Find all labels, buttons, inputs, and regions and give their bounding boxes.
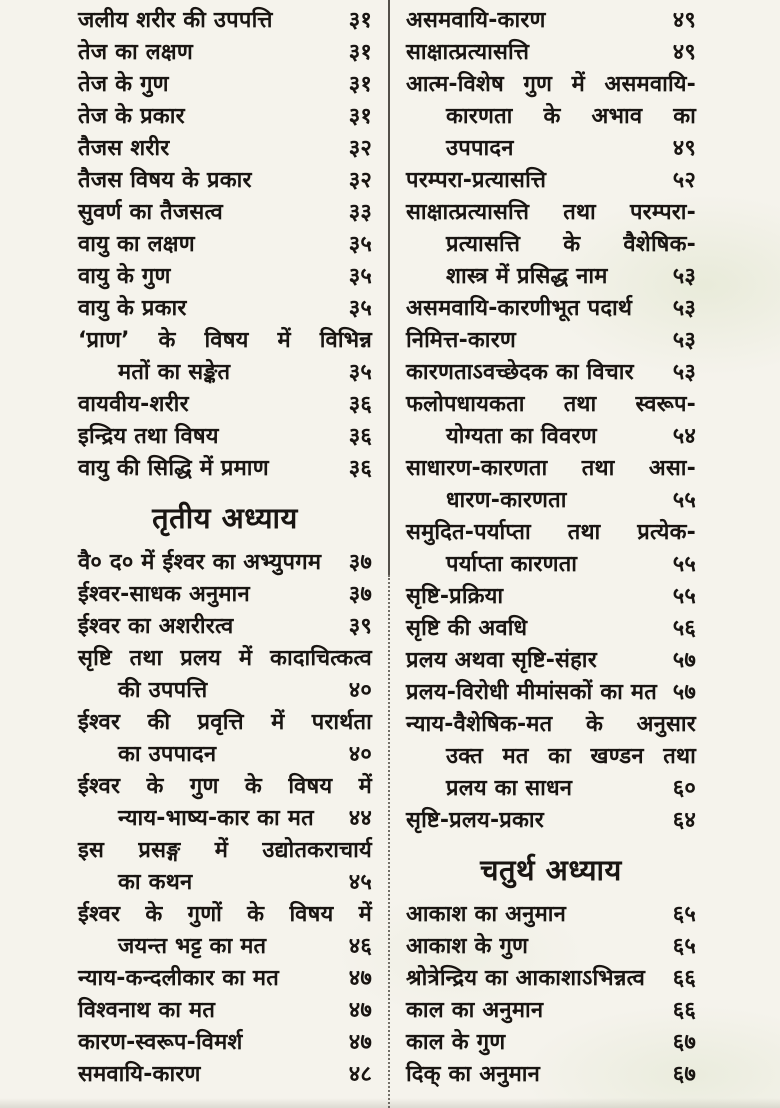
- entry-line: [78, 771, 372, 803]
- entry-line: [78, 325, 372, 357]
- entry-line: [406, 773, 696, 805]
- entry-page-number: ४७: [348, 1030, 372, 1055]
- entry-line: [406, 293, 696, 325]
- toc-entry: [78, 5, 372, 37]
- entry-line: [78, 675, 372, 707]
- entry-title: साक्षात्प्रत्यासत्ति: [406, 40, 530, 65]
- entry-line: [406, 101, 696, 133]
- entry-page-number: ३५: [348, 264, 372, 289]
- entry-line: [406, 389, 696, 421]
- entry-title: कारणता के अभाव का: [446, 104, 696, 129]
- entry-page-number: ६७: [672, 1062, 696, 1087]
- entry-title: वायवीय-शरीर: [78, 392, 189, 417]
- toc-entry: [78, 1059, 372, 1091]
- entry-title: इस प्रसङ्ग में उद्योतकराचार्य: [78, 838, 372, 863]
- entry-page-number: ४०: [348, 678, 372, 703]
- toc-entry: [406, 581, 696, 613]
- entry-line: [406, 963, 696, 995]
- entry-line: [78, 453, 372, 485]
- toc-entry: [406, 325, 696, 357]
- entry-title: तेज के गुण: [78, 72, 169, 97]
- toc-entry: [78, 453, 372, 485]
- entry-title: का उपपादन: [118, 742, 217, 767]
- entry-title: उपपादन: [446, 136, 514, 161]
- entry-title: योग्यता का विवरण: [446, 424, 597, 449]
- toc-entry: [78, 963, 372, 995]
- entry-title: दिक् का अनुमान: [406, 1062, 541, 1087]
- toc-entry: [406, 995, 696, 1027]
- toc-entry: [406, 1059, 696, 1091]
- entry-title: धारण-कारणता: [446, 488, 567, 513]
- entry-title: सृष्टि की अवधि: [406, 616, 528, 641]
- entry-title: उक्त मत का खण्डन तथा: [446, 744, 696, 769]
- entry-page-number: ३६: [348, 392, 372, 417]
- entry-title: तेज का लक्षण: [78, 40, 193, 65]
- entry-page-number: ६६: [672, 998, 696, 1023]
- toc-entry: [406, 37, 696, 69]
- entry-title: तैजस विषय के प्रकार: [78, 168, 252, 193]
- entry-line: [406, 37, 696, 69]
- entry-line: [406, 69, 696, 101]
- entry-page-number: ४५: [348, 870, 372, 895]
- toc-entry: [78, 197, 372, 229]
- entry-line: [78, 1027, 372, 1059]
- entry-line: [78, 835, 372, 867]
- toc-entry: [78, 579, 372, 611]
- toc-entry: [406, 613, 696, 645]
- toc-entry: [406, 645, 696, 677]
- entry-title: वायु के गुण: [78, 264, 171, 289]
- entry-title: प्रलय-विरोधी मीमांसकों का मत: [406, 680, 658, 705]
- entry-title: ईश्वर की प्रवृत्ति में परार्थता: [78, 710, 372, 735]
- entry-page-number: ४९: [672, 8, 696, 33]
- toc-entry: [78, 899, 372, 963]
- entry-line: [406, 325, 696, 357]
- entry-title: न्याय-वैशेषिक-मत के अनुसार: [406, 712, 696, 737]
- entry-line: [78, 229, 372, 261]
- toc-entry: [78, 69, 372, 101]
- entry-line: [78, 421, 372, 453]
- toc-entry: [406, 805, 696, 837]
- toc-column-right: [392, 0, 780, 1108]
- entry-page-number: ५३: [672, 360, 696, 385]
- toc-entry: [406, 389, 696, 453]
- toc-entry: [406, 677, 696, 709]
- entry-line: [406, 613, 696, 645]
- toc-entry: [406, 1027, 696, 1059]
- chapter-heading: चतुर्थ अध्याय: [480, 853, 622, 887]
- entry-title: समुदित-पर्याप्ता तथा प्रत्येक-: [406, 520, 696, 545]
- entry-line: [406, 549, 696, 581]
- entry-page-number: ४०: [348, 742, 372, 767]
- entry-page-number: ६४: [672, 808, 696, 833]
- entry-title: फलोपधायकता तथा स्वरूप-: [406, 392, 696, 417]
- entry-title: काल के गुण: [406, 1030, 506, 1055]
- entry-title: वायु की सिद्धि में प्रमाण: [78, 456, 269, 481]
- entry-page-number: ३७: [348, 550, 372, 575]
- toc-entry: [78, 547, 372, 579]
- entry-page-number: ५७: [672, 648, 696, 673]
- entry-line: [78, 261, 372, 293]
- entry-line: [406, 485, 696, 517]
- entry-line: [78, 611, 372, 643]
- entry-page-number: ३७: [348, 582, 372, 607]
- entry-title: शास्त्र में प्रसिद्ध नाम: [446, 264, 608, 289]
- toc-entry: [406, 899, 696, 931]
- toc-entry: [78, 37, 372, 69]
- entry-line: [406, 453, 696, 485]
- toc-entry: [78, 995, 372, 1027]
- toc-entry: [78, 101, 372, 133]
- entry-page-number: ३३: [348, 200, 372, 225]
- entry-title: आकाश के गुण: [406, 934, 529, 959]
- entry-title: वायु का लक्षण: [78, 232, 195, 257]
- entry-line: [406, 133, 696, 165]
- entry-line: [78, 133, 372, 165]
- entry-title: प्रलय अथवा सृष्टि-संहार: [406, 648, 597, 673]
- entry-line: [406, 931, 696, 963]
- entry-line: [78, 69, 372, 101]
- entry-title: समवायि-कारण: [78, 1062, 201, 1087]
- entry-title: की उपपत्ति: [118, 678, 208, 703]
- entry-page-number: ३१: [348, 72, 372, 97]
- entry-page-number: ६५: [672, 902, 696, 927]
- entry-page-number: ३५: [348, 232, 372, 257]
- entry-line: [406, 261, 696, 293]
- toc-entry: [406, 357, 696, 389]
- entry-line: [78, 37, 372, 69]
- entry-page-number: ४९: [672, 40, 696, 65]
- entry-line: [78, 643, 372, 675]
- entry-page-number: ३५: [348, 296, 372, 321]
- entry-line: [78, 197, 372, 229]
- toc-entry: [406, 517, 696, 581]
- entry-title: तैजस शरीर: [78, 136, 170, 161]
- entry-line: [78, 165, 372, 197]
- entry-line: [406, 1059, 696, 1091]
- entry-page-number: ३५: [348, 360, 372, 385]
- entry-line: [78, 5, 372, 37]
- entry-line: [78, 867, 372, 899]
- entry-line: [78, 995, 372, 1027]
- entry-page-number: ४७: [348, 998, 372, 1023]
- entry-line: [78, 389, 372, 421]
- entry-line: [78, 1059, 372, 1091]
- entry-title: साधारण-कारणता तथा असा-: [406, 456, 696, 481]
- toc-entry: [78, 707, 372, 771]
- entry-page-number: ५३: [672, 328, 696, 353]
- entry-title: आकाश का अनुमान: [406, 902, 567, 927]
- entry-line: [78, 547, 372, 579]
- entry-line: [78, 739, 372, 771]
- column-divider-dotted: [388, 575, 390, 1108]
- entry-line: [406, 581, 696, 613]
- toc-entry: [406, 931, 696, 963]
- entry-page-number: ३१: [348, 40, 372, 65]
- entry-title: श्रोत्रेन्द्रिय का आकाशाऽभिन्नत्व: [406, 966, 646, 991]
- entry-title: निमित्त-कारण: [406, 328, 516, 353]
- entry-title: ईश्वर-साधक अनुमान: [78, 582, 250, 607]
- chapter-heading: तृतीय अध्याय: [152, 501, 298, 535]
- entry-line: [406, 677, 696, 709]
- entry-page-number: ३२: [348, 168, 372, 193]
- entry-line: [406, 517, 696, 549]
- toc-entry: [406, 197, 696, 293]
- entry-page-number: ३२: [348, 136, 372, 161]
- entry-page-number: ६५: [672, 934, 696, 959]
- entry-page-number: ३१: [348, 104, 372, 129]
- entry-title: सृष्टि-प्रलय-प्रकार: [406, 808, 544, 833]
- entry-line: [78, 963, 372, 995]
- toc-entry: [406, 453, 696, 517]
- toc-entry: [406, 293, 696, 325]
- entry-title: सृष्टि तथा प्रलय में कादाचित्कत्व: [78, 646, 372, 671]
- entry-line: [406, 709, 696, 741]
- entry-page-number: ५५: [672, 584, 696, 609]
- entry-page-number: ४४: [348, 806, 372, 831]
- entry-page-number: ५७: [672, 680, 696, 705]
- entry-title: असमवायि-कारण: [406, 8, 546, 33]
- entry-page-number: ६६: [672, 966, 696, 991]
- toc-entry: [406, 165, 696, 197]
- toc-entry: [78, 1027, 372, 1059]
- entry-title: साक्षात्प्रत्यासत्ति तथा परम्परा-: [406, 200, 696, 225]
- entry-page-number: ५६: [672, 616, 696, 641]
- entry-title: कारणताऽवच्छेदक का विचार: [406, 360, 634, 385]
- column-divider: [388, 0, 390, 575]
- entry-line: [406, 899, 696, 931]
- toc-entry: [78, 835, 372, 899]
- entry-title: ईश्वर का अशरीरत्व: [78, 614, 234, 639]
- toc-entry: [78, 133, 372, 165]
- entry-line: [406, 741, 696, 773]
- entry-line: [406, 995, 696, 1027]
- toc-entry: [406, 709, 696, 805]
- entry-title: न्याय-भाष्य-कार का मत: [118, 806, 314, 831]
- entry-line: [78, 101, 372, 133]
- entry-title: ईश्वर के गुणों के विषय में: [78, 902, 372, 927]
- entry-title: ‘प्राण’ के विषय में विभिन्न: [78, 328, 372, 353]
- entry-page-number: ३६: [348, 424, 372, 449]
- entry-page-number: ५२: [672, 168, 696, 193]
- entry-line: [78, 899, 372, 931]
- toc-entry: [78, 229, 372, 261]
- entry-page-number: ४७: [348, 966, 372, 991]
- entry-title: असमवायि-कारणीभूत पदार्थ: [406, 296, 633, 321]
- toc-entry: [78, 261, 372, 293]
- entry-title: प्रत्यासत्ति के वैशेषिक-: [446, 232, 696, 257]
- entry-line: [406, 197, 696, 229]
- entry-title: तेज के प्रकार: [78, 104, 185, 129]
- entry-line: [406, 165, 696, 197]
- entry-line: [406, 357, 696, 389]
- entry-page-number: ३१: [348, 8, 372, 33]
- entry-line: [406, 421, 696, 453]
- entry-title: ईश्वर के गुण के विषय में: [78, 774, 372, 799]
- entry-line: [78, 803, 372, 835]
- entry-title: काल का अनुमान: [406, 998, 544, 1023]
- entry-title: परम्परा-प्रत्यासत्ति: [406, 168, 547, 193]
- entry-title: जलीय शरीर की उपपत्ति: [78, 8, 273, 33]
- entry-line: [78, 931, 372, 963]
- entry-title: कारण-स्वरूप-विमर्श: [78, 1030, 243, 1055]
- entry-title: सृष्टि-प्रक्रिया: [406, 584, 504, 609]
- entry-line: [78, 707, 372, 739]
- entry-title: इन्द्रिय तथा विषय: [78, 424, 219, 449]
- entry-title: सुवर्ण का तैजसत्व: [78, 200, 223, 225]
- toc-entry: [78, 293, 372, 325]
- toc-entry: [78, 643, 372, 707]
- toc-entry: [78, 389, 372, 421]
- entry-page-number: ३६: [348, 456, 372, 481]
- entry-line: [406, 805, 696, 837]
- entry-title: मतों का सङ्केत: [118, 360, 231, 385]
- entry-title: जयन्त भट्ट का मत: [118, 934, 267, 959]
- entry-page-number: ३९: [348, 614, 372, 639]
- entry-page-number: ४६: [348, 934, 372, 959]
- entry-page-number: ६०: [672, 776, 696, 801]
- entry-line: [406, 5, 696, 37]
- entry-page-number: ५५: [672, 488, 696, 513]
- entry-title: पर्याप्ता कारणता: [446, 552, 578, 577]
- entry-page-number: ४९: [672, 136, 696, 161]
- toc-entry: [78, 611, 372, 643]
- toc-entry: [78, 325, 372, 389]
- entry-line: [406, 645, 696, 677]
- toc-entry: [78, 421, 372, 453]
- entry-title: आत्म-विशेष गुण में असमवायि-: [406, 72, 696, 97]
- entry-page-number: ६७: [672, 1030, 696, 1055]
- toc-entry: [78, 165, 372, 197]
- entry-line: [78, 357, 372, 389]
- entry-page-number: ५४: [672, 424, 696, 449]
- entry-title: न्याय-कन्दलीकार का मत: [78, 966, 280, 991]
- toc-entry: [78, 771, 372, 835]
- entry-line: [406, 1027, 696, 1059]
- toc-column-left: [0, 0, 388, 1108]
- entry-page-number: ५३: [672, 296, 696, 321]
- toc-entry: [406, 69, 696, 165]
- entry-title: का कथन: [118, 870, 193, 895]
- entry-title: वै० द० में ईश्वर का अभ्युपगम: [78, 550, 322, 575]
- entry-page-number: ४८: [348, 1062, 372, 1087]
- entry-title: विश्वनाथ का मत: [78, 998, 216, 1023]
- entry-title: वायु के प्रकार: [78, 296, 187, 321]
- entry-page-number: ५३: [672, 264, 696, 289]
- toc-entry: [406, 963, 696, 995]
- entry-title: प्रलय का साधन: [446, 776, 573, 801]
- toc-entry: [406, 5, 696, 37]
- entry-line: [406, 229, 696, 261]
- entry-line: [78, 293, 372, 325]
- entry-page-number: ५५: [672, 552, 696, 577]
- entry-line: [78, 579, 372, 611]
